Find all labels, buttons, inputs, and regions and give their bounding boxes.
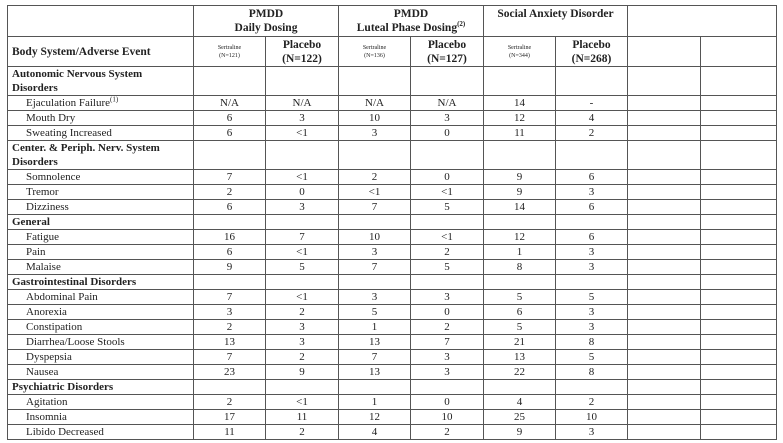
adverse-event-label [8,245,194,260]
empty-cell [701,245,777,260]
value-cell: 7 [411,335,484,350]
empty-cell [628,425,701,440]
group-row [8,215,777,230]
value-cell: 14 [484,96,556,111]
value-cell: 25 [484,410,556,425]
empty-cell [628,245,701,260]
value-cell: 0 [411,126,484,141]
group-row [8,141,777,170]
empty-cell [701,290,777,305]
value-cell: 3 [556,260,628,275]
value-cell: 3 [556,320,628,335]
column-n: (N=344) [509,52,530,59]
value-cell: 2 [266,425,339,440]
table-row [8,410,777,425]
value-cell: 6 [194,126,266,141]
label-text: Sweating Increased [26,127,112,139]
value-cell: 2 [339,170,411,185]
empty-cell [701,141,777,170]
adverse-event-label [8,425,194,440]
value-cell: 3 [266,335,339,350]
label-text: Pain [26,246,46,258]
value-cell: 5 [411,260,484,275]
header-empty-cell [628,6,777,37]
value-cell: <1 [266,290,339,305]
value-cell: N/A [194,96,266,111]
empty-cell [339,141,411,170]
adverse-event-label [8,335,194,350]
empty-cell [701,96,777,111]
table-row [8,185,777,200]
value-cell: 17 [194,410,266,425]
table-row [8,111,777,126]
empty-cell [701,200,777,215]
empty-cell [484,380,556,395]
empty-cell [484,215,556,230]
empty-cell [411,275,484,290]
value-cell: 6 [194,245,266,260]
value-cell: 7 [194,290,266,305]
value-cell: 12 [484,111,556,126]
value-cell: 22 [484,365,556,380]
adverse-event-label [8,200,194,215]
label-text: Mouth Dry [26,112,76,124]
empty-cell [411,141,484,170]
value-cell: 3 [411,365,484,380]
empty-cell [628,305,701,320]
adverse-events-table [7,5,777,440]
value-cell: <1 [411,185,484,200]
empty-cell [266,67,339,96]
column-n: (N=136) [364,52,385,59]
adverse-event-label [8,410,194,425]
footnote-marker: (2) [457,20,466,29]
empty-cell [194,141,266,170]
label-text: Constipation [26,321,83,333]
adverse-event-label [8,230,194,245]
column-n: (N=122) [282,52,322,65]
column-label: Placebo [572,38,611,51]
label-text: Malaise [26,261,61,273]
value-cell: 4 [484,395,556,410]
empty-cell [628,200,701,215]
header-sertraline-column [339,37,411,67]
label-text: Nausea [26,366,59,378]
label-text: Autonomic Nervous System Disorders [12,68,143,94]
table-row [8,425,777,440]
label-text: Ejaculation Failure [26,97,110,109]
empty-cell [701,126,777,141]
empty-cell [628,260,701,275]
column-n: (N=268) [571,52,612,65]
value-cell: N/A [266,96,339,111]
adverse-event-label [8,365,194,380]
header-body-system: Body System/Adverse Event [8,37,194,67]
empty-cell [701,365,777,380]
label-text: General [12,216,50,228]
value-cell: 21 [484,335,556,350]
value-cell: 3 [556,245,628,260]
value-cell: 12 [484,230,556,245]
value-cell: 3 [266,200,339,215]
empty-cell [701,260,777,275]
label-text: Abdominal Pain [26,291,98,303]
empty-cell [628,185,701,200]
empty-cell [701,380,777,395]
value-cell: 8 [484,260,556,275]
value-cell: 13 [194,335,266,350]
empty-cell [701,215,777,230]
value-cell: 3 [339,290,411,305]
value-cell: 1 [484,245,556,260]
table-row [8,350,777,365]
group-subtitle: Daily Dosing [234,22,298,34]
value-cell: 2 [194,395,266,410]
empty-cell [701,425,777,440]
empty-cell [628,320,701,335]
group-title: PMDD [248,8,284,20]
value-cell: 2 [194,185,266,200]
adverse-event-label [8,305,194,320]
adverse-event-label [8,111,194,126]
value-cell: 5 [411,200,484,215]
empty-cell [484,141,556,170]
empty-cell [628,365,701,380]
label-text: Insomnia [26,411,67,423]
empty-cell [628,96,701,111]
value-cell: 2 [411,425,484,440]
empty-cell [556,275,628,290]
value-cell: 9 [266,365,339,380]
value-cell: N/A [411,96,484,111]
empty-cell [556,215,628,230]
value-cell: 6 [556,200,628,215]
empty-cell [339,67,411,96]
label-text: Anorexia [26,306,67,318]
empty-cell [701,185,777,200]
value-cell: <1 [339,185,411,200]
header-placebo-column [266,37,339,67]
group-title: Social Anxiety Disorder [497,8,614,20]
empty-cell [628,290,701,305]
empty-cell [701,111,777,126]
value-cell: <1 [266,395,339,410]
header-empty-cell [628,37,701,67]
value-cell: 1 [339,320,411,335]
value-cell: 0 [411,170,484,185]
value-cell: 5 [556,290,628,305]
empty-cell [628,395,701,410]
group-row [8,380,777,395]
label-text: Dyspepsia [26,351,72,363]
empty-cell [701,170,777,185]
adverse-event-label [8,170,194,185]
empty-cell [628,111,701,126]
body-system-label [8,215,194,230]
value-cell: 0 [411,395,484,410]
value-cell: 11 [484,126,556,141]
table-row [8,170,777,185]
value-cell: 3 [411,350,484,365]
value-cell: 7 [339,350,411,365]
value-cell: 3 [411,111,484,126]
header-row-columns [8,37,777,67]
value-cell: - [556,96,628,111]
empty-cell [628,170,701,185]
adverse-event-label [8,350,194,365]
value-cell: 3 [556,305,628,320]
value-cell: 9 [484,170,556,185]
empty-cell [194,275,266,290]
value-cell: 10 [339,230,411,245]
value-cell: 6 [194,200,266,215]
value-cell: 3 [339,245,411,260]
value-cell: 7 [194,170,266,185]
label-text: Agitation [26,396,68,408]
empty-cell [411,380,484,395]
value-cell: 3 [556,425,628,440]
value-cell: 0 [411,305,484,320]
value-cell: 10 [556,410,628,425]
empty-cell [628,126,701,141]
header-group-pmdd-daily [194,6,339,37]
label-text: Tremor [26,186,59,198]
group-row [8,275,777,290]
header-group-social-anxiety [484,6,628,37]
empty-cell [484,275,556,290]
empty-cell [628,275,701,290]
value-cell: N/A [339,96,411,111]
value-cell: 7 [194,350,266,365]
value-cell: 2 [266,305,339,320]
value-cell: 8 [556,365,628,380]
table-row [8,395,777,410]
body-system-label [8,380,194,395]
empty-cell [701,275,777,290]
empty-cell [484,67,556,96]
body-system-label [8,275,194,290]
value-cell: 3 [266,111,339,126]
value-cell: 6 [556,230,628,245]
value-cell: 8 [556,335,628,350]
value-cell: 10 [411,410,484,425]
value-cell: 23 [194,365,266,380]
header-group-pmdd-luteal [339,6,484,37]
empty-cell [266,275,339,290]
value-cell: <1 [411,230,484,245]
value-cell: 2 [266,350,339,365]
value-cell: 6 [194,111,266,126]
empty-cell [556,380,628,395]
value-cell: 11 [266,410,339,425]
value-cell: 16 [194,230,266,245]
table-row [8,245,777,260]
value-cell: 12 [339,410,411,425]
empty-cell [411,67,484,96]
value-cell: 14 [484,200,556,215]
empty-cell [628,141,701,170]
header-sertraline-column [484,37,556,67]
value-cell: 7 [266,230,339,245]
value-cell: 5 [484,290,556,305]
column-label: Placebo [427,38,467,51]
empty-cell [266,380,339,395]
value-cell: 5 [266,260,339,275]
value-cell: <1 [266,245,339,260]
header-empty-cell [701,37,777,67]
column-label: Sertraline [507,44,532,51]
value-cell: 7 [339,200,411,215]
empty-cell [701,320,777,335]
body-system-label [8,141,194,170]
adverse-event-label [8,395,194,410]
empty-cell [556,67,628,96]
value-cell: 2 [556,395,628,410]
empty-cell [701,335,777,350]
table-row [8,335,777,350]
table-row [8,200,777,215]
empty-cell [194,67,266,96]
label-text: Center. & Periph. Nerv. System Disorders [12,142,160,168]
column-label: Sertraline [362,44,387,51]
empty-cell [628,215,701,230]
value-cell: 13 [339,335,411,350]
table-row [8,96,777,111]
value-cell: <1 [266,126,339,141]
table-row [8,260,777,275]
value-cell: 5 [339,305,411,320]
empty-cell [339,380,411,395]
table-row [8,320,777,335]
value-cell: 4 [339,425,411,440]
header-placebo-column [556,37,628,67]
empty-cell [194,380,266,395]
table-row [8,365,777,380]
empty-cell [628,67,701,96]
empty-cell [411,215,484,230]
value-cell: 5 [556,350,628,365]
empty-cell [701,305,777,320]
adverse-event-label [8,126,194,141]
empty-cell [701,67,777,96]
value-cell: 2 [411,245,484,260]
value-cell: 1 [339,395,411,410]
value-cell: 2 [411,320,484,335]
footnote-marker: (1) [110,95,119,104]
adverse-event-label [8,185,194,200]
group-title: PMDD [393,8,429,20]
empty-cell [701,350,777,365]
empty-cell [339,215,411,230]
value-cell: 6 [556,170,628,185]
group-row [8,67,777,96]
empty-cell [628,335,701,350]
table-row [8,290,777,305]
empty-cell [556,141,628,170]
table-body [8,67,777,440]
value-cell: 3 [339,126,411,141]
empty-cell [628,410,701,425]
header-row-groups [8,6,777,37]
value-cell: 2 [556,126,628,141]
empty-cell [339,275,411,290]
value-cell: 9 [484,185,556,200]
label-text: Somnolence [26,171,81,183]
value-cell: 4 [556,111,628,126]
empty-cell [266,215,339,230]
label-text: Fatigue [26,231,59,243]
empty-cell [194,215,266,230]
column-label: Placebo [282,38,322,51]
value-cell: 5 [484,320,556,335]
column-label: Sertraline [217,44,242,51]
empty-cell [701,395,777,410]
value-cell: 3 [556,185,628,200]
header-sertraline-column [194,37,266,67]
empty-cell [266,141,339,170]
empty-cell [701,230,777,245]
column-n: (N=127) [427,52,467,65]
empty-cell [701,410,777,425]
table-row [8,126,777,141]
header-empty-cell [8,6,194,37]
value-cell: 0 [266,185,339,200]
value-cell: 11 [194,425,266,440]
column-n: (N=121) [219,52,240,59]
value-cell: <1 [266,170,339,185]
adverse-event-label [8,96,194,111]
value-cell: 2 [194,320,266,335]
adverse-event-label [8,320,194,335]
empty-cell [628,380,701,395]
value-cell: 7 [339,260,411,275]
value-cell: 13 [339,365,411,380]
value-cell: 9 [194,260,266,275]
label-text: Libido Decreased [26,426,104,438]
adverse-event-label [8,290,194,305]
header-placebo-column [411,37,484,67]
label-text: Psychiatric Disorders [12,381,114,393]
body-system-label [8,67,194,96]
group-subtitle: Luteal Phase Dosing [356,22,458,34]
label-text: Diarrhea/Loose Stools [26,336,125,348]
table-row [8,305,777,320]
table-row [8,230,777,245]
label-text: Dizziness [26,201,69,213]
value-cell: 3 [266,320,339,335]
empty-cell [628,230,701,245]
value-cell: 13 [484,350,556,365]
adverse-event-label [8,260,194,275]
value-cell: 10 [339,111,411,126]
value-cell: 9 [484,425,556,440]
value-cell: 3 [411,290,484,305]
empty-cell [628,350,701,365]
label-text: Gastrointestinal Disorders [12,276,137,288]
value-cell: 3 [194,305,266,320]
value-cell: 6 [484,305,556,320]
